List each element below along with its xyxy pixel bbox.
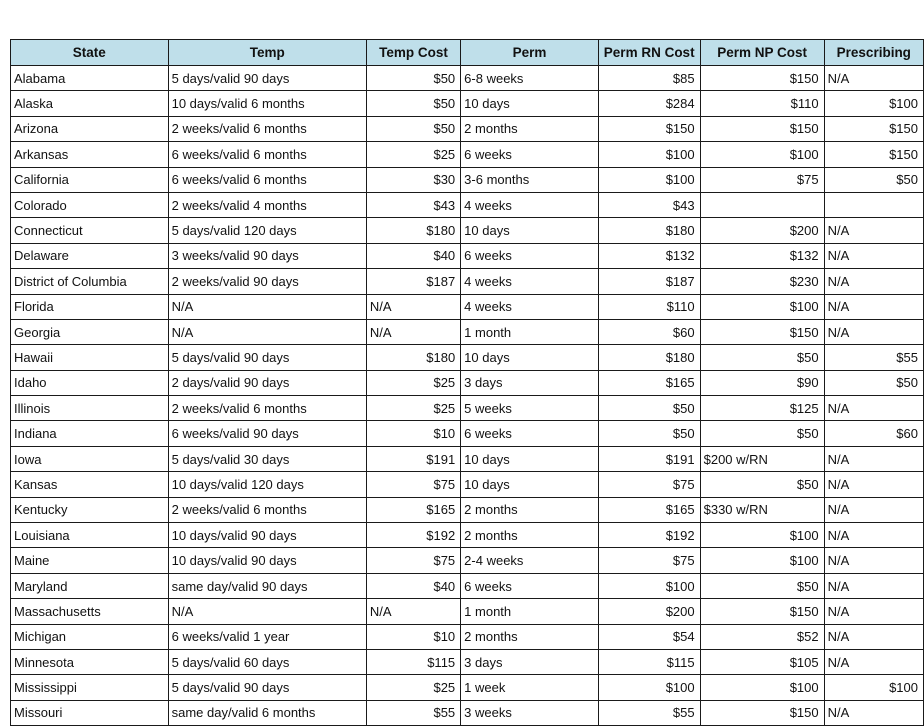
cell-state[interactable]: Maine bbox=[11, 548, 169, 573]
cell-prescribing[interactable]: $150 bbox=[824, 116, 923, 141]
cell-perm-np-cost[interactable] bbox=[700, 192, 824, 217]
table-row bbox=[11, 269, 924, 294]
cell-perm-np-cost[interactable]: $100 bbox=[700, 294, 824, 319]
cell-perm-rn-cost[interactable]: $132 bbox=[598, 243, 700, 268]
cell-temp[interactable]: 10 days/valid 6 months bbox=[168, 91, 366, 116]
cell-state[interactable]: Georgia bbox=[11, 319, 169, 344]
cell-temp[interactable]: N/A bbox=[168, 319, 366, 344]
cell-temp[interactable]: 6 weeks/valid 1 year bbox=[168, 624, 366, 649]
cell-prescribing[interactable]: $50 bbox=[824, 370, 923, 395]
cell-perm-rn-cost[interactable]: $100 bbox=[598, 675, 700, 700]
cell-temp-cost[interactable]: $10 bbox=[366, 421, 460, 446]
cell-perm-rn-cost[interactable]: $115 bbox=[598, 649, 700, 674]
cell-temp-cost[interactable]: $40 bbox=[366, 573, 460, 598]
cell-perm[interactable]: 3 days bbox=[461, 370, 599, 395]
table-row bbox=[11, 497, 924, 522]
cell-temp-cost[interactable]: $50 bbox=[366, 66, 460, 91]
cell-perm-rn-cost[interactable]: $192 bbox=[598, 523, 700, 548]
cell-prescribing[interactable]: $60 bbox=[824, 421, 923, 446]
cell-state[interactable]: Alabama bbox=[11, 66, 169, 91]
table-row bbox=[11, 649, 924, 674]
cell-perm[interactable]: 2-4 weeks bbox=[461, 548, 599, 573]
licensure-table bbox=[10, 39, 924, 726]
cell-temp[interactable]: 2 days/valid 90 days bbox=[168, 370, 366, 395]
header-prescribing: Prescribing bbox=[824, 40, 923, 66]
cell-prescribing[interactable]: N/A bbox=[824, 523, 923, 548]
cell-temp[interactable]: same day/valid 90 days bbox=[168, 573, 366, 598]
cell-state[interactable]: Hawaii bbox=[11, 345, 169, 370]
table-row bbox=[11, 370, 924, 395]
cell-temp[interactable]: 2 weeks/valid 6 months bbox=[168, 497, 366, 522]
cell-temp-cost[interactable]: $50 bbox=[366, 91, 460, 116]
cell-perm-rn-cost[interactable]: $100 bbox=[598, 142, 700, 167]
cell-perm[interactable]: 4 weeks bbox=[461, 269, 599, 294]
cell-perm-np-cost[interactable]: $75 bbox=[700, 167, 824, 192]
cell-perm-np-cost[interactable]: $52 bbox=[700, 624, 824, 649]
cell-prescribing[interactable]: N/A bbox=[824, 472, 923, 497]
cell-perm-rn-cost[interactable]: $43 bbox=[598, 192, 700, 217]
cell-temp-cost[interactable]: N/A bbox=[366, 599, 460, 624]
cell-prescribing[interactable]: N/A bbox=[824, 319, 923, 344]
cell-temp[interactable]: 2 weeks/valid 90 days bbox=[168, 269, 366, 294]
cell-perm-np-cost[interactable]: $50 bbox=[700, 472, 824, 497]
cell-temp[interactable]: 6 weeks/valid 6 months bbox=[168, 167, 366, 192]
cell-temp-cost[interactable]: $187 bbox=[366, 269, 460, 294]
cell-prescribing[interactable]: $100 bbox=[824, 675, 923, 700]
cell-perm[interactable]: 2 months bbox=[461, 624, 599, 649]
cell-perm-np-cost[interactable]: $150 bbox=[700, 599, 824, 624]
header-perm-np-cost: Perm NP Cost bbox=[700, 40, 824, 66]
cell-prescribing[interactable]: N/A bbox=[824, 497, 923, 522]
cell-temp[interactable]: 5 days/valid 30 days bbox=[168, 446, 366, 471]
cell-perm[interactable]: 3 days bbox=[461, 649, 599, 674]
cell-perm-np-cost[interactable]: $150 bbox=[700, 700, 824, 725]
cell-perm-np-cost[interactable]: $110 bbox=[700, 91, 824, 116]
cell-perm-np-cost[interactable]: $100 bbox=[700, 142, 824, 167]
cell-perm-np-cost[interactable]: $50 bbox=[700, 573, 824, 598]
cell-prescribing[interactable]: $55 bbox=[824, 345, 923, 370]
cell-temp-cost[interactable]: $43 bbox=[366, 192, 460, 217]
cell-temp-cost[interactable]: $30 bbox=[366, 167, 460, 192]
cell-perm[interactable]: 6 weeks bbox=[461, 243, 599, 268]
table-row bbox=[11, 421, 924, 446]
cell-prescribing[interactable]: N/A bbox=[824, 624, 923, 649]
cell-perm-rn-cost[interactable]: $150 bbox=[598, 116, 700, 141]
table-row bbox=[11, 396, 924, 421]
header-row bbox=[11, 40, 924, 66]
cell-prescribing[interactable]: $50 bbox=[824, 167, 923, 192]
cell-perm[interactable]: 10 days bbox=[461, 91, 599, 116]
cell-prescribing[interactable]: N/A bbox=[824, 243, 923, 268]
cell-perm[interactable]: 6 weeks bbox=[461, 142, 599, 167]
cell-state[interactable]: District of Columbia bbox=[11, 269, 169, 294]
header-temp: Temp bbox=[168, 40, 366, 66]
cell-temp-cost[interactable]: $75 bbox=[366, 472, 460, 497]
cell-perm[interactable]: 2 months bbox=[461, 116, 599, 141]
cell-temp[interactable]: 2 weeks/valid 6 months bbox=[168, 396, 366, 421]
cell-perm[interactable]: 10 days bbox=[461, 472, 599, 497]
cell-perm[interactable]: 10 days bbox=[461, 446, 599, 471]
cell-state[interactable]: Iowa bbox=[11, 446, 169, 471]
table-row bbox=[11, 192, 924, 217]
cell-prescribing[interactable]: N/A bbox=[824, 446, 923, 471]
cell-prescribing[interactable]: $150 bbox=[824, 142, 923, 167]
cell-perm-rn-cost[interactable]: $284 bbox=[598, 91, 700, 116]
table-row bbox=[11, 116, 924, 141]
cell-prescribing[interactable]: N/A bbox=[824, 573, 923, 598]
cell-state[interactable]: Mississippi bbox=[11, 675, 169, 700]
cell-perm-rn-cost[interactable]: $50 bbox=[598, 396, 700, 421]
cell-temp[interactable]: 5 days/valid 90 days bbox=[168, 66, 366, 91]
cell-perm-rn-cost[interactable]: $100 bbox=[598, 167, 700, 192]
cell-temp-cost[interactable]: $55 bbox=[366, 700, 460, 725]
cell-perm[interactable]: 4 weeks bbox=[461, 192, 599, 217]
cell-state[interactable]: Illinois bbox=[11, 396, 169, 421]
header-perm: Perm bbox=[461, 40, 599, 66]
cell-state[interactable]: Florida bbox=[11, 294, 169, 319]
cell-perm-np-cost[interactable]: $100 bbox=[700, 675, 824, 700]
cell-state[interactable]: Delaware bbox=[11, 243, 169, 268]
cell-perm[interactable]: 6-8 weeks bbox=[461, 66, 599, 91]
cell-temp-cost[interactable]: $191 bbox=[366, 446, 460, 471]
cell-temp-cost[interactable]: $25 bbox=[366, 142, 460, 167]
cell-perm-rn-cost[interactable]: $191 bbox=[598, 446, 700, 471]
cell-state[interactable]: Louisiana bbox=[11, 523, 169, 548]
cell-state[interactable]: Arizona bbox=[11, 116, 169, 141]
cell-temp[interactable]: N/A bbox=[168, 294, 366, 319]
table-row bbox=[11, 243, 924, 268]
cell-perm-rn-cost[interactable]: $165 bbox=[598, 497, 700, 522]
cell-state[interactable]: Connecticut bbox=[11, 218, 169, 243]
cell-temp-cost[interactable]: $25 bbox=[366, 675, 460, 700]
cell-state[interactable]: Colorado bbox=[11, 192, 169, 217]
cell-temp[interactable]: 10 days/valid 90 days bbox=[168, 523, 366, 548]
cell-state[interactable]: Missouri bbox=[11, 700, 169, 725]
cell-perm-rn-cost[interactable]: $180 bbox=[598, 218, 700, 243]
cell-state[interactable]: Alaska bbox=[11, 91, 169, 116]
cell-temp[interactable]: 10 days/valid 90 days bbox=[168, 548, 366, 573]
table-row bbox=[11, 218, 924, 243]
cell-perm-np-cost[interactable]: $230 bbox=[700, 269, 824, 294]
cell-temp[interactable]: 6 weeks/valid 6 months bbox=[168, 142, 366, 167]
cell-perm-np-cost[interactable]: $105 bbox=[700, 649, 824, 674]
table-row bbox=[11, 624, 924, 649]
cell-prescribing[interactable]: N/A bbox=[824, 649, 923, 674]
table-row bbox=[11, 523, 924, 548]
cell-perm[interactable]: 1 month bbox=[461, 599, 599, 624]
table-row bbox=[11, 599, 924, 624]
cell-perm-rn-cost[interactable]: $60 bbox=[598, 319, 700, 344]
cell-temp[interactable]: 2 weeks/valid 4 months bbox=[168, 192, 366, 217]
cell-perm-np-cost[interactable]: $100 bbox=[700, 523, 824, 548]
cell-temp[interactable]: 5 days/valid 120 days bbox=[168, 218, 366, 243]
cell-temp-cost[interactable]: N/A bbox=[366, 319, 460, 344]
cell-perm-np-cost[interactable]: $200 bbox=[700, 218, 824, 243]
cell-perm-rn-cost[interactable]: $85 bbox=[598, 66, 700, 91]
cell-temp[interactable]: same day/valid 6 months bbox=[168, 700, 366, 725]
cell-state[interactable]: Michigan bbox=[11, 624, 169, 649]
cell-prescribing[interactable]: N/A bbox=[824, 700, 923, 725]
cell-prescribing[interactable]: N/A bbox=[824, 66, 923, 91]
cell-temp-cost[interactable]: $40 bbox=[366, 243, 460, 268]
table-row bbox=[11, 66, 924, 91]
cell-perm[interactable]: 2 months bbox=[461, 523, 599, 548]
cell-temp[interactable]: 5 days/valid 90 days bbox=[168, 345, 366, 370]
cell-perm-rn-cost[interactable]: $54 bbox=[598, 624, 700, 649]
cell-prescribing[interactable]: N/A bbox=[824, 599, 923, 624]
cell-state[interactable]: Arkansas bbox=[11, 142, 169, 167]
cell-perm-np-cost[interactable]: $150 bbox=[700, 66, 824, 91]
cell-perm-np-cost[interactable]: $100 bbox=[700, 548, 824, 573]
spreadsheet bbox=[10, 39, 924, 726]
cell-state[interactable]: Kentucky bbox=[11, 497, 169, 522]
cell-temp[interactable]: 5 days/valid 90 days bbox=[168, 675, 366, 700]
cell-perm-rn-cost[interactable]: $187 bbox=[598, 269, 700, 294]
cell-temp[interactable]: 6 weeks/valid 90 days bbox=[168, 421, 366, 446]
cell-temp-cost[interactable]: $165 bbox=[366, 497, 460, 522]
cell-temp[interactable]: N/A bbox=[168, 599, 366, 624]
cell-temp[interactable]: 10 days/valid 120 days bbox=[168, 472, 366, 497]
cell-temp-cost[interactable]: $25 bbox=[366, 396, 460, 421]
cell-state[interactable]: Idaho bbox=[11, 370, 169, 395]
table-row bbox=[11, 91, 924, 116]
table-row bbox=[11, 345, 924, 370]
cell-perm-rn-cost[interactable]: $55 bbox=[598, 700, 700, 725]
cell-perm-rn-cost[interactable]: $75 bbox=[598, 548, 700, 573]
table-row bbox=[11, 446, 924, 471]
cell-perm[interactable]: 5 weeks bbox=[461, 396, 599, 421]
cell-perm-np-cost[interactable]: $150 bbox=[700, 319, 824, 344]
cell-state[interactable]: California bbox=[11, 167, 169, 192]
cell-prescribing[interactable]: N/A bbox=[824, 269, 923, 294]
cell-perm-np-cost[interactable]: $50 bbox=[700, 421, 824, 446]
cell-prescribing[interactable]: N/A bbox=[824, 548, 923, 573]
header-temp-cost: Temp Cost bbox=[366, 40, 460, 66]
cell-perm-rn-cost[interactable]: $50 bbox=[598, 421, 700, 446]
table-row bbox=[11, 548, 924, 573]
cell-perm-np-cost[interactable]: $132 bbox=[700, 243, 824, 268]
cell-perm[interactable]: 10 days bbox=[461, 345, 599, 370]
cell-perm-rn-cost[interactable]: $75 bbox=[598, 472, 700, 497]
cell-temp-cost[interactable]: $10 bbox=[366, 624, 460, 649]
table-row bbox=[11, 319, 924, 344]
table-row bbox=[11, 142, 924, 167]
cell-perm-np-cost[interactable]: $50 bbox=[700, 345, 824, 370]
cell-temp-cost[interactable]: $75 bbox=[366, 548, 460, 573]
cell-state[interactable]: Indiana bbox=[11, 421, 169, 446]
cell-temp[interactable]: 5 days/valid 60 days bbox=[168, 649, 366, 674]
cell-perm-rn-cost[interactable]: $100 bbox=[598, 573, 700, 598]
cell-perm-rn-cost[interactable]: $110 bbox=[598, 294, 700, 319]
cell-temp-cost[interactable]: $192 bbox=[366, 523, 460, 548]
cell-perm[interactable]: 6 weeks bbox=[461, 421, 599, 446]
table-body bbox=[11, 66, 924, 726]
cell-temp-cost[interactable]: N/A bbox=[366, 294, 460, 319]
cell-perm-rn-cost[interactable]: $200 bbox=[598, 599, 700, 624]
header-state: State bbox=[11, 40, 169, 66]
cell-perm[interactable]: 4 weeks bbox=[461, 294, 599, 319]
cell-perm-np-cost[interactable]: $125 bbox=[700, 396, 824, 421]
table-row bbox=[11, 573, 924, 598]
cell-perm[interactable]: 3-6 months bbox=[461, 167, 599, 192]
cell-state[interactable]: Massachusetts bbox=[11, 599, 169, 624]
cell-state[interactable]: Kansas bbox=[11, 472, 169, 497]
header-perm-rn-cost: Perm RN Cost bbox=[598, 40, 700, 66]
cell-perm[interactable]: 1 week bbox=[461, 675, 599, 700]
cell-perm[interactable]: 2 months bbox=[461, 497, 599, 522]
cell-perm[interactable]: 6 weeks bbox=[461, 573, 599, 598]
table-row bbox=[11, 167, 924, 192]
cell-prescribing[interactable]: $100 bbox=[824, 91, 923, 116]
cell-prescribing[interactable] bbox=[824, 192, 923, 217]
cell-state[interactable]: Minnesota bbox=[11, 649, 169, 674]
cell-perm-np-cost[interactable]: $200 w/RN bbox=[700, 446, 824, 471]
cell-perm-np-cost[interactable]: $150 bbox=[700, 116, 824, 141]
cell-perm-np-cost[interactable]: $90 bbox=[700, 370, 824, 395]
cell-temp[interactable]: 2 weeks/valid 6 months bbox=[168, 116, 366, 141]
cell-prescribing[interactable]: N/A bbox=[824, 396, 923, 421]
cell-temp-cost[interactable]: $180 bbox=[366, 218, 460, 243]
cell-perm[interactable]: 1 month bbox=[461, 319, 599, 344]
cell-perm[interactable]: 3 weeks bbox=[461, 700, 599, 725]
cell-state[interactable]: Maryland bbox=[11, 573, 169, 598]
cell-perm[interactable]: 10 days bbox=[461, 218, 599, 243]
cell-temp-cost[interactable]: $115 bbox=[366, 649, 460, 674]
cell-temp-cost[interactable]: $180 bbox=[366, 345, 460, 370]
cell-perm-np-cost[interactable]: $330 w/RN bbox=[700, 497, 824, 522]
cell-temp[interactable]: 3 weeks/valid 90 days bbox=[168, 243, 366, 268]
table-row bbox=[11, 700, 924, 725]
table-row bbox=[11, 472, 924, 497]
cell-prescribing[interactable]: N/A bbox=[824, 218, 923, 243]
cell-prescribing[interactable]: N/A bbox=[824, 294, 923, 319]
cell-temp-cost[interactable]: $25 bbox=[366, 370, 460, 395]
cell-perm-rn-cost[interactable]: $165 bbox=[598, 370, 700, 395]
table-row bbox=[11, 294, 924, 319]
cell-perm-rn-cost[interactable]: $180 bbox=[598, 345, 700, 370]
table-row bbox=[11, 675, 924, 700]
cell-temp-cost[interactable]: $50 bbox=[366, 116, 460, 141]
